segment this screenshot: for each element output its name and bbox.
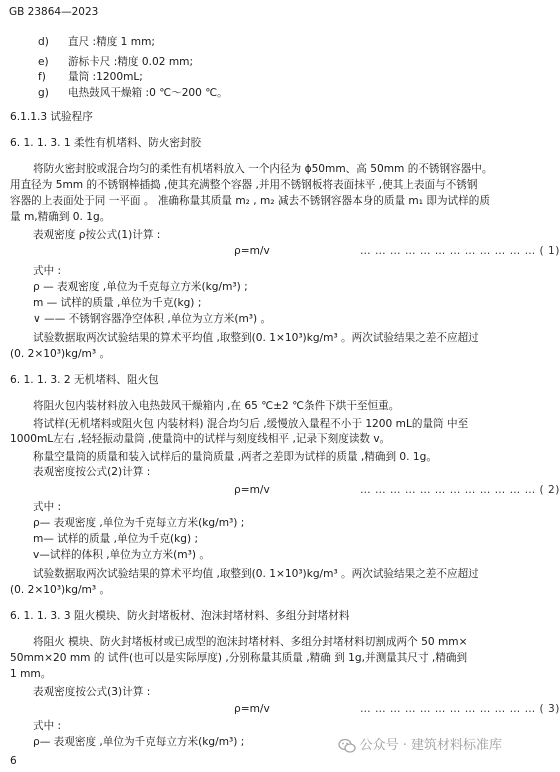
s2-para-2-line-2: 1000mL左右 ,轻轻振动量筒 ,使量筒中的试样与刻度线相平 ,记录下刻度读数 v。	[10, 433, 391, 445]
s1-formula-intro: 表观密度 ρ按公式(1)计算 :	[33, 229, 161, 241]
s2-formula-number: … … … … … … … … … … … … ( 2)	[360, 484, 560, 496]
s1-def-rho: ρ — 表观密度 ,单位为千克每立方米(kg/m³) ;	[33, 281, 248, 293]
section-heading-6113: 6.1.1.3 试验程序	[10, 111, 93, 123]
watermark	[338, 738, 502, 754]
s2-where: 式中 :	[33, 501, 62, 513]
wechat-icon	[338, 738, 356, 754]
s2-def-rho: ρ— 表观密度 ,单位为千克每立方米(kg/m³) ;	[33, 517, 245, 529]
page-number: 6	[10, 755, 17, 767]
s2-def-m: m— 试样的质量 ,单位为千克(kg) ;	[33, 533, 199, 545]
s1-def-m: m — 试样的质量 ,单位为千克(kg) ;	[33, 297, 202, 309]
standard-number: GB 23864—2023	[9, 6, 99, 18]
s1-para-line-2: 用直径为 5mm 的不锈钢棒插捣 ,使其充满整个容器 ,并用不锈钢板将表面抹平 ,使其上表面与不锈钢	[10, 179, 478, 191]
s2-result-line-2: (0. 2×10³)kg/m³ 。	[10, 584, 111, 596]
s2-def-v: v—试样的体积 ,单位为立方米(m³) 。	[33, 549, 210, 561]
s2-para-1: 将阻火包内装材料放入电热鼓风干燥箱内 ,在 65 ℃±2 ℃条件下烘干至恒重。	[33, 400, 400, 412]
list-label-e: e)	[38, 56, 49, 68]
subsection-heading-2: 6. 1. 1. 3. 2 无机堵料、阻火包	[10, 374, 159, 386]
s1-result-line-1: 试验数据取两次试验结果的算术平均值 ,取整到(0. 1×10³)kg/m³ 。两次试验结果之差不应超过	[33, 332, 479, 344]
list-label-d: d)	[38, 36, 49, 48]
s2-para-3: 称量空量筒的质量和装入试样后的量筒质量 ,两者之差即为试样的质量 ,精确到 0. 1g。	[33, 451, 437, 463]
list-text-d: 直尺 :精度 1 mm;	[68, 36, 155, 48]
s1-formula-number: … … … … … … … … … … … … ( 1)	[360, 245, 560, 257]
s3-def-rho: ρ— 表观密度 ,单位为千克每立方米(kg/m³) ;	[33, 736, 245, 748]
s2-formula-intro: 表观密度按公式(2)计算 :	[33, 466, 151, 478]
s1-def-v: ∨ —— 不锈钢容器净空体积 ,单位为立方米(m³) 。	[33, 313, 272, 325]
s3-para-line-1: 将阻火 模块、防火封堵板材或已成型的泡沫封堵材料、多组分封堵材料切割成两个 50 mm×	[33, 636, 468, 648]
subsection-heading-1: 6. 1. 1. 3. 1 柔性有机堵料、防火密封胶	[10, 137, 202, 149]
list-label-g: g)	[38, 87, 49, 99]
s3-formula-number: … … … … … … … … … … … … ( 3)	[360, 703, 560, 715]
s1-para-line-4: 量 m,精确到 0. 1g。	[10, 211, 111, 223]
s2-result-line-1: 试验数据取两次试验结果的算术平均值 ,取整到(0. 1×10³)kg/m³ 。两次试验结果之差不应超过	[33, 568, 479, 580]
s3-para-line-2: 50mm×20 mm 的 试件(也可以是实际厚度) ,分别称量其质量 ,精确 到 1g,并测量其尺寸 ,精确到	[10, 652, 468, 664]
s1-result-line-2: (0. 2×10³)kg/m³ 。	[10, 348, 111, 360]
s1-para-line-1: 将防火密封胶或混合均匀的柔性有机堵料放入 一个内径为 ϕ50mm、高 50mm 的不锈钢容器中。	[33, 163, 493, 175]
s3-formula-intro: 表观密度按公式(3)计算 :	[33, 686, 151, 698]
s2-formula: ρ=m/v	[234, 484, 270, 496]
s3-para-line-3: 1 mm。	[10, 668, 52, 680]
s1-where: 式中 :	[33, 265, 62, 277]
list-label-f: f)	[38, 71, 46, 83]
s1-para-line-3: 容器的上表面处于同 一平面 。 准确称量其质量 m₂ , m₂ 减去不锈钢容器本身的质量 m₁ 即为试样的质	[10, 195, 490, 207]
s3-where: 式中 :	[33, 720, 62, 732]
list-text-f: 量筒 :1200mL;	[68, 71, 143, 83]
s3-formula: ρ=m/v	[234, 703, 270, 715]
list-text-e: 游标卡尺 :精度 0.02 mm;	[68, 56, 194, 68]
s2-para-2-line-1: 将试样(无机堵料或阻火包 内装材料) 混合均匀后 ,缓慢放入量程不小于 1200 mL的量筒 中至	[33, 418, 469, 430]
subsection-heading-3: 6. 1. 1. 3. 3 阻火模块、防火封堵板材、泡沫封堵材料、多组分封堵材料	[10, 610, 350, 622]
watermark-text: 公众号 · 建筑材料标准库	[359, 738, 502, 754]
s1-formula: ρ=m/v	[234, 245, 270, 257]
list-text-g: 电热鼓风干燥箱 :0 ℃～200 ℃。	[68, 87, 228, 99]
